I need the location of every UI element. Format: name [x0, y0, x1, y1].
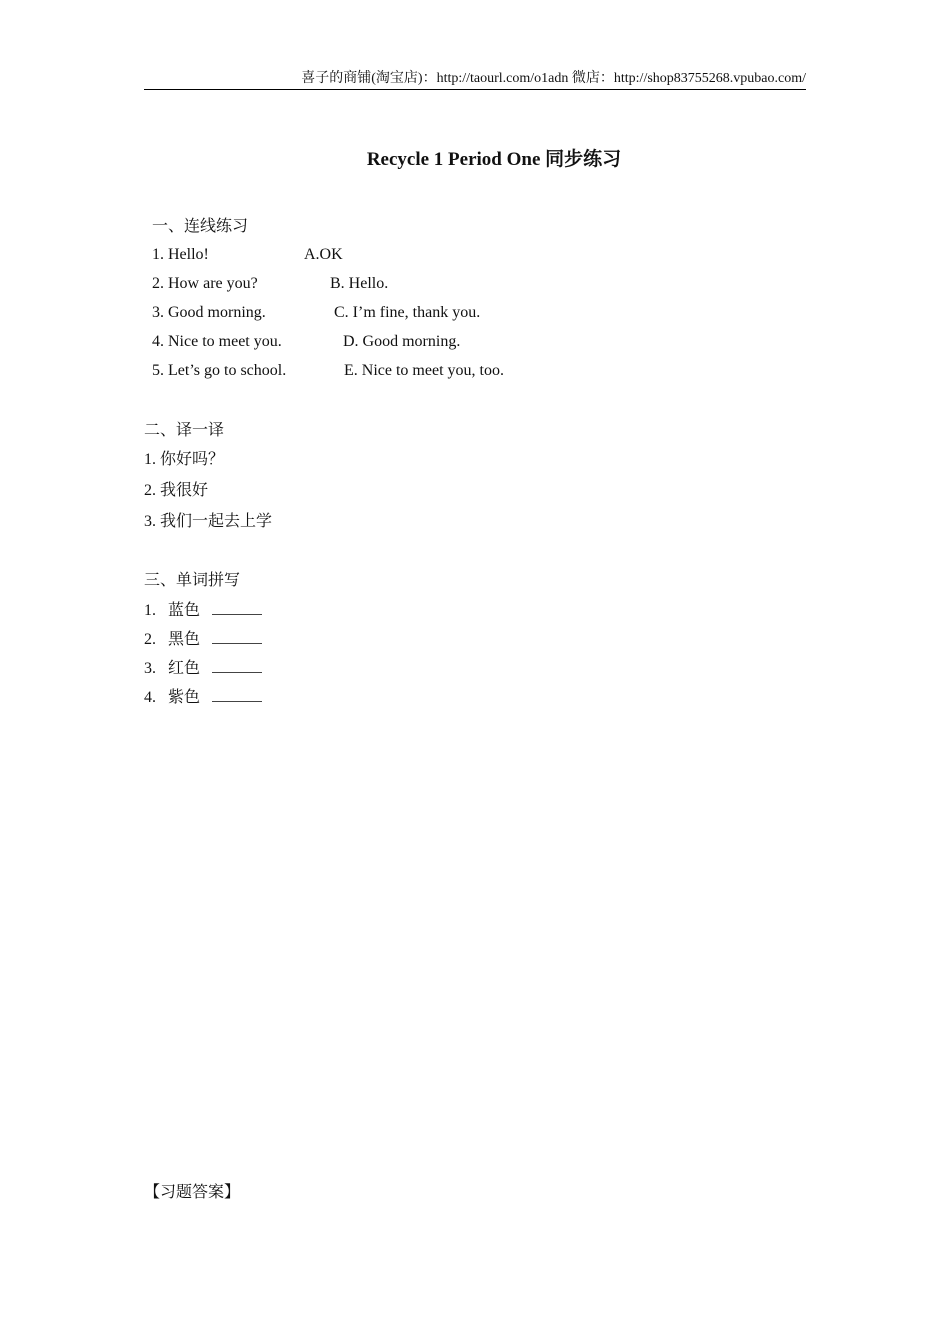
answer-blank[interactable]: [212, 687, 262, 702]
match-left-2: 2. How are you?: [152, 275, 258, 292]
spelling-item: [144, 658, 262, 679]
spelling-item: [144, 629, 262, 650]
match-right-d: D. Good morning.: [343, 333, 461, 350]
match-right-b: B. Hello.: [330, 275, 389, 292]
spelling-number: 4.: [144, 689, 156, 706]
spelling-word: 红色: [168, 660, 201, 677]
match-left-3: 3. Good morning.: [152, 304, 266, 321]
answer-blank[interactable]: [212, 600, 262, 615]
spelling-word: 蓝色: [168, 602, 201, 619]
section2-title: 二、译一译: [144, 422, 225, 439]
answer-blank[interactable]: [212, 629, 262, 644]
spelling-number: 3.: [144, 660, 156, 677]
match-right-a: A.OK: [304, 246, 343, 263]
match-left-1: 1. Hello!: [152, 246, 209, 263]
page-header: 喜子的商铺(淘宝店)：http://taourl.com/o1adn 微店：http://shop83755268.vpubao.com/: [301, 71, 806, 86]
spelling-item: [144, 687, 262, 708]
translate-item-1: 1. 你好吗？: [144, 451, 225, 468]
translate-item-2: 2. 我很好: [144, 482, 209, 499]
spelling-number: 2.: [144, 631, 156, 648]
section3-title: 三、单词拼写: [144, 572, 241, 589]
answer-blank[interactable]: [212, 658, 262, 673]
match-left-5: 5. Let’s go to school.: [152, 362, 287, 379]
document-title: Recycle 1 Period One 同步练习: [366, 149, 622, 170]
answers-title: 【习题答案】: [144, 1184, 241, 1201]
spelling-word: 紫色: [168, 689, 201, 706]
header-rule: [144, 89, 806, 90]
spelling-item: [144, 600, 262, 621]
match-right-c: C. I’m fine, thank you.: [334, 304, 481, 321]
spelling-word: 黑色: [168, 631, 201, 648]
spelling-number: 1.: [144, 602, 156, 619]
translate-item-3: 3. 我们一起去上学: [144, 513, 273, 530]
match-right-e: E. Nice to meet you, too.: [344, 362, 504, 379]
section1-title: 一、连线练习: [152, 218, 249, 235]
match-left-4: 4. Nice to meet you.: [152, 333, 282, 350]
